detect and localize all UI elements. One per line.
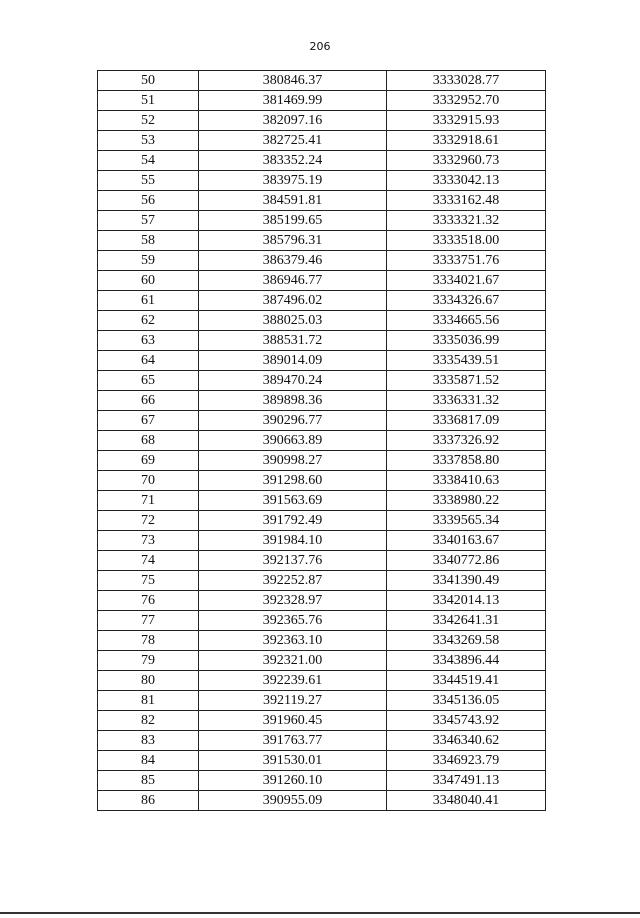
coordinate-table-body — [98, 71, 546, 811]
y-coordinate-cell: 3346923.79 — [387, 751, 546, 771]
table-row — [98, 291, 546, 311]
y-coordinate-cell: 3346340.62 — [387, 731, 546, 751]
coordinate-table — [97, 70, 546, 811]
table-row — [98, 231, 546, 251]
y-coordinate-cell: 3343896.44 — [387, 651, 546, 671]
point-number-cell: 50 — [98, 71, 199, 91]
y-coordinate-cell: 3334665.56 — [387, 311, 546, 331]
table-row — [98, 211, 546, 231]
x-coordinate-cell: 392328.97 — [199, 591, 387, 611]
point-number-cell: 76 — [98, 591, 199, 611]
point-number-cell: 72 — [98, 511, 199, 531]
table-row — [98, 611, 546, 631]
point-number-cell: 60 — [98, 271, 199, 291]
y-coordinate-cell: 3332952.70 — [387, 91, 546, 111]
y-coordinate-cell: 3342014.13 — [387, 591, 546, 611]
table-row — [98, 651, 546, 671]
table-row — [98, 311, 546, 331]
y-coordinate-cell: 3344519.41 — [387, 671, 546, 691]
table-row — [98, 71, 546, 91]
x-coordinate-cell: 381469.99 — [199, 91, 387, 111]
y-coordinate-cell: 3333518.00 — [387, 231, 546, 251]
x-coordinate-cell: 392321.00 — [199, 651, 387, 671]
y-coordinate-cell: 3333162.48 — [387, 191, 546, 211]
x-coordinate-cell: 382097.16 — [199, 111, 387, 131]
x-coordinate-cell: 391763.77 — [199, 731, 387, 751]
y-coordinate-cell: 3333751.76 — [387, 251, 546, 271]
point-number-cell: 66 — [98, 391, 199, 411]
point-number-cell: 57 — [98, 211, 199, 231]
point-number-cell: 78 — [98, 631, 199, 651]
point-number-cell: 58 — [98, 231, 199, 251]
table-row — [98, 91, 546, 111]
point-number-cell: 59 — [98, 251, 199, 271]
table-row — [98, 351, 546, 371]
point-number-cell: 81 — [98, 691, 199, 711]
x-coordinate-cell: 390663.89 — [199, 431, 387, 451]
table-row — [98, 331, 546, 351]
table-row — [98, 191, 546, 211]
y-coordinate-cell: 3339565.34 — [387, 511, 546, 531]
x-coordinate-cell: 384591.81 — [199, 191, 387, 211]
x-coordinate-cell: 391984.10 — [199, 531, 387, 551]
x-coordinate-cell: 382725.41 — [199, 131, 387, 151]
table-row — [98, 271, 546, 291]
table-row — [98, 431, 546, 451]
table-row — [98, 731, 546, 751]
point-number-cell: 63 — [98, 331, 199, 351]
x-coordinate-cell: 392363.10 — [199, 631, 387, 651]
point-number-cell: 52 — [98, 111, 199, 131]
table-row — [98, 151, 546, 171]
table-row — [98, 251, 546, 271]
page-bottom-border — [0, 912, 640, 914]
point-number-cell: 73 — [98, 531, 199, 551]
table-row — [98, 631, 546, 651]
point-number-cell: 55 — [98, 171, 199, 191]
y-coordinate-cell: 3343269.58 — [387, 631, 546, 651]
table-row — [98, 171, 546, 191]
x-coordinate-cell: 390998.27 — [199, 451, 387, 471]
table-row — [98, 411, 546, 431]
point-number-cell: 61 — [98, 291, 199, 311]
y-coordinate-cell: 3333028.77 — [387, 71, 546, 91]
table-row — [98, 131, 546, 151]
y-coordinate-cell: 3337326.92 — [387, 431, 546, 451]
table-row — [98, 111, 546, 131]
x-coordinate-cell: 392239.61 — [199, 671, 387, 691]
x-coordinate-cell: 392119.27 — [199, 691, 387, 711]
y-coordinate-cell: 3333042.13 — [387, 171, 546, 191]
y-coordinate-cell: 3348040.41 — [387, 791, 546, 811]
x-coordinate-cell: 383352.24 — [199, 151, 387, 171]
y-coordinate-cell: 3340163.67 — [387, 531, 546, 551]
page-number: 206 — [309, 40, 331, 53]
table-row — [98, 551, 546, 571]
y-coordinate-cell: 3334326.67 — [387, 291, 546, 311]
table-row — [98, 771, 546, 791]
x-coordinate-cell: 389014.09 — [199, 351, 387, 371]
point-number-cell: 64 — [98, 351, 199, 371]
point-number-cell: 54 — [98, 151, 199, 171]
y-coordinate-cell: 3340772.86 — [387, 551, 546, 571]
x-coordinate-cell: 388025.03 — [199, 311, 387, 331]
y-coordinate-cell: 3332960.73 — [387, 151, 546, 171]
point-number-cell: 51 — [98, 91, 199, 111]
table-row — [98, 531, 546, 551]
x-coordinate-cell: 387496.02 — [199, 291, 387, 311]
x-coordinate-cell: 390296.77 — [199, 411, 387, 431]
table-row — [98, 751, 546, 771]
y-coordinate-cell: 3335036.99 — [387, 331, 546, 351]
table-row — [98, 451, 546, 471]
table-row — [98, 571, 546, 591]
point-number-cell: 68 — [98, 431, 199, 451]
x-coordinate-cell: 388531.72 — [199, 331, 387, 351]
y-coordinate-cell: 3341390.49 — [387, 571, 546, 591]
x-coordinate-cell: 392365.76 — [199, 611, 387, 631]
table-row — [98, 491, 546, 511]
y-coordinate-cell: 3332915.93 — [387, 111, 546, 131]
y-coordinate-cell: 3336331.32 — [387, 391, 546, 411]
point-number-cell: 80 — [98, 671, 199, 691]
x-coordinate-cell: 392252.87 — [199, 571, 387, 591]
point-number-cell: 83 — [98, 731, 199, 751]
point-number-cell: 71 — [98, 491, 199, 511]
x-coordinate-cell: 391298.60 — [199, 471, 387, 491]
x-coordinate-cell: 386946.77 — [199, 271, 387, 291]
y-coordinate-cell: 3342641.31 — [387, 611, 546, 631]
point-number-cell: 82 — [98, 711, 199, 731]
x-coordinate-cell: 383975.19 — [199, 171, 387, 191]
table-row — [98, 371, 546, 391]
y-coordinate-cell: 3335439.51 — [387, 351, 546, 371]
y-coordinate-cell: 3334021.67 — [387, 271, 546, 291]
y-coordinate-cell: 3338410.63 — [387, 471, 546, 491]
point-number-cell: 84 — [98, 751, 199, 771]
x-coordinate-cell: 392137.76 — [199, 551, 387, 571]
point-number-cell: 85 — [98, 771, 199, 791]
x-coordinate-cell: 391563.69 — [199, 491, 387, 511]
x-coordinate-cell: 391530.01 — [199, 751, 387, 771]
point-number-cell: 56 — [98, 191, 199, 211]
y-coordinate-cell: 3345743.92 — [387, 711, 546, 731]
point-number-cell: 69 — [98, 451, 199, 471]
table-row — [98, 471, 546, 491]
x-coordinate-cell: 386379.46 — [199, 251, 387, 271]
table-row — [98, 671, 546, 691]
point-number-cell: 77 — [98, 611, 199, 631]
y-coordinate-cell: 3336817.09 — [387, 411, 546, 431]
x-coordinate-cell: 385796.31 — [199, 231, 387, 251]
x-coordinate-cell: 391260.10 — [199, 771, 387, 791]
table-row — [98, 691, 546, 711]
y-coordinate-cell: 3337858.80 — [387, 451, 546, 471]
point-number-cell: 70 — [98, 471, 199, 491]
point-number-cell: 86 — [98, 791, 199, 811]
y-coordinate-cell: 3345136.05 — [387, 691, 546, 711]
x-coordinate-cell: 390955.09 — [199, 791, 387, 811]
table-row — [98, 791, 546, 811]
point-number-cell: 53 — [98, 131, 199, 151]
point-number-cell: 79 — [98, 651, 199, 671]
table-row — [98, 511, 546, 531]
point-number-cell: 65 — [98, 371, 199, 391]
point-number-cell: 62 — [98, 311, 199, 331]
x-coordinate-cell: 380846.37 — [199, 71, 387, 91]
point-number-cell: 74 — [98, 551, 199, 571]
table-row — [98, 711, 546, 731]
x-coordinate-cell: 391960.45 — [199, 711, 387, 731]
y-coordinate-cell: 3332918.61 — [387, 131, 546, 151]
point-number-cell: 67 — [98, 411, 199, 431]
y-coordinate-cell: 3335871.52 — [387, 371, 546, 391]
x-coordinate-cell: 389898.36 — [199, 391, 387, 411]
y-coordinate-cell: 3333321.32 — [387, 211, 546, 231]
x-coordinate-cell: 385199.65 — [199, 211, 387, 231]
y-coordinate-cell: 3347491.13 — [387, 771, 546, 791]
x-coordinate-cell: 391792.49 — [199, 511, 387, 531]
table-row — [98, 591, 546, 611]
table-row — [98, 391, 546, 411]
y-coordinate-cell: 3338980.22 — [387, 491, 546, 511]
point-number-cell: 75 — [98, 571, 199, 591]
x-coordinate-cell: 389470.24 — [199, 371, 387, 391]
